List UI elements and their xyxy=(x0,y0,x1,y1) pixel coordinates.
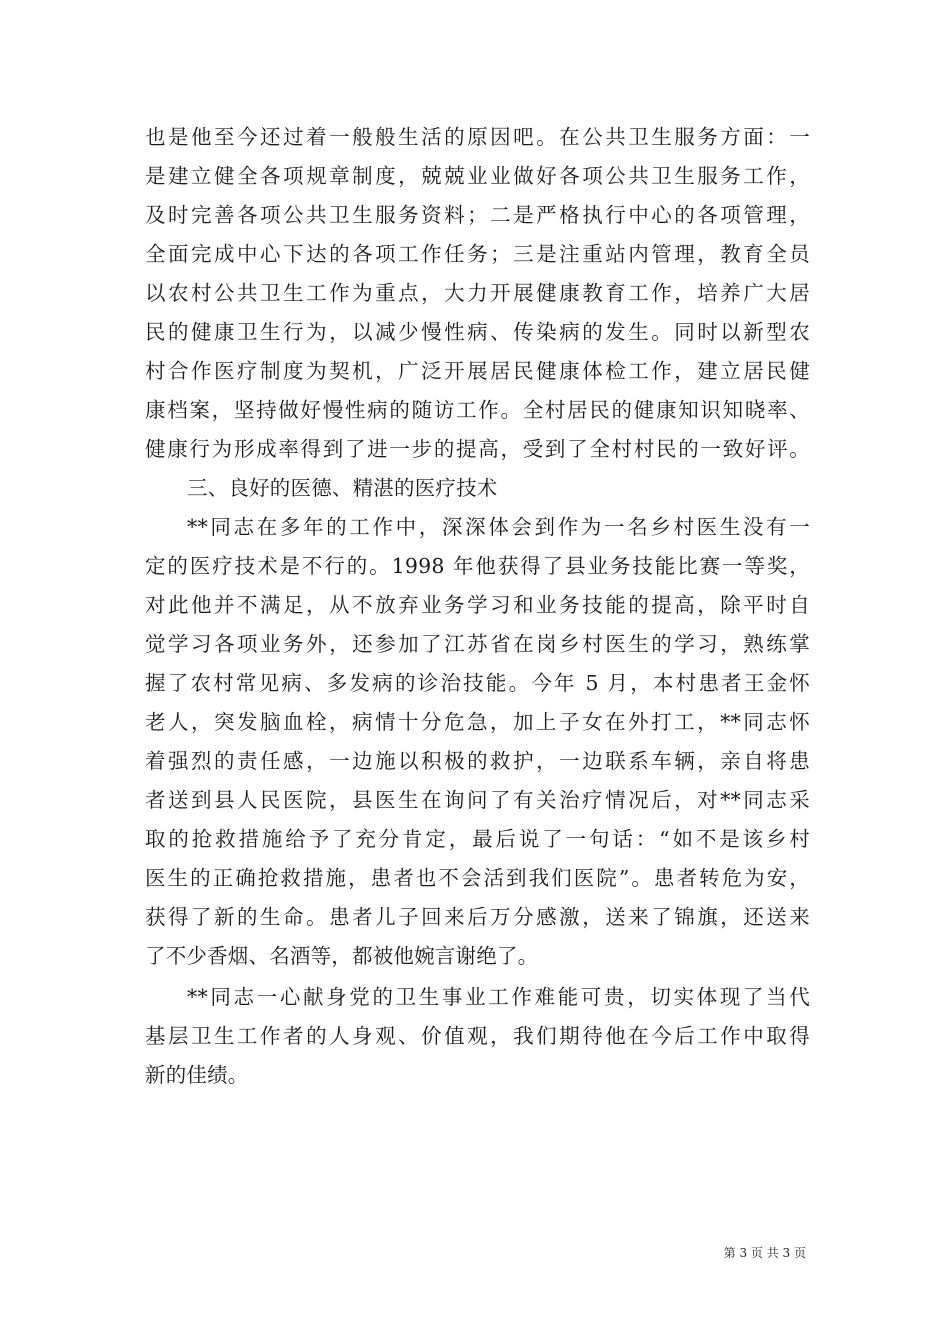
paragraph-public-health xyxy=(145,118,810,469)
paragraph-medical-skill xyxy=(145,508,810,976)
text-line: 医生的正确抢救措施，患者也不会活到我们医院”。患者转危为安， xyxy=(145,866,810,890)
text-line: 康档案，坚持做好慢性病的随访工作。全村居民的健康知识知晓率、 xyxy=(145,398,810,422)
text-line: 觉学习各项业务外，还参加了江苏省在岗乡村医生的学习，熟练掌 xyxy=(145,632,810,656)
text-line: 健康行为形成率得到了进一步的提高，受到了全村村民的一致好评。 xyxy=(145,437,810,461)
text-line: **同志在多年的工作中，深深体会到作为一名乡村医生没有一 xyxy=(187,515,810,539)
text-line: 及时完善各项公共卫生服务资料；二是严格执行中心的各项管理， xyxy=(145,203,810,227)
text-line: 获得了新的生命。患者儿子回来后万分感激，送来了锦旗，还送来 xyxy=(145,905,810,929)
text-line: 着强烈的责任感，一边施以积极的救护，一边联系车辆，亲自将患 xyxy=(145,749,810,773)
text-line: 民的健康卫生行为，以减少慢性病、传染病的发生。同时以新型农 xyxy=(145,320,810,344)
text-line: 也是他至今还过着一般般生活的原因吧。在公共卫生服务方面：一 xyxy=(145,125,810,149)
text-line: 是建立健全各项规章制度，兢兢业业做好各项公共卫生服务工作， xyxy=(145,164,810,188)
text-line: 全面完成中心下达的各项工作任务；三是注重站内管理，教育全员 xyxy=(145,242,810,266)
document-body xyxy=(145,118,810,1095)
text-line: 者送到县人民医院，县医生在询问了有关治疗情况后，对**同志采 xyxy=(145,788,810,812)
text-line: 基层卫生工作者的人身观、价值观，我们期待他在今后工作中取得 xyxy=(145,1024,810,1048)
text-line: 取的抢救措施给予了充分肯定，最后说了一句话：“如不是该乡村 xyxy=(145,827,810,851)
text-line: 老人，突发脑血栓，病情十分危急，加上子女在外打工，**同志怀 xyxy=(145,710,810,734)
text-line: 了不少香烟、名酒等，都被他婉言谢绝了。 xyxy=(145,944,539,968)
paragraph-conclusion xyxy=(145,978,810,1095)
section-heading: 三、良好的医德、精湛的医疗技术 xyxy=(187,476,498,500)
page-number-footer: 第 3 页 共 3 页 xyxy=(723,1246,806,1260)
text-line: 定的医疗技术是不行的。1998 年他获得了县业务技能比赛一等奖， xyxy=(145,554,810,578)
text-line: 新的佳绩。 xyxy=(145,1063,249,1087)
text-line: 以农村公共卫生工作为重点，大力开展健康教育工作，培养广大居 xyxy=(145,281,810,305)
text-line: **同志一心献身党的卫生事业工作难能可贵，切实体现了当代 xyxy=(187,985,810,1009)
text-line: 村合作医疗制度为契机，广泛开展居民健康体检工作，建立居民健 xyxy=(145,359,810,383)
text-line: 对此他并不满足，从不放弃业务学习和业务技能的提高，除平时自 xyxy=(145,593,810,617)
text-line: 握了农村常见病、多发病的诊治技能。今年 5 月，本村患者王金怀 xyxy=(145,671,810,695)
